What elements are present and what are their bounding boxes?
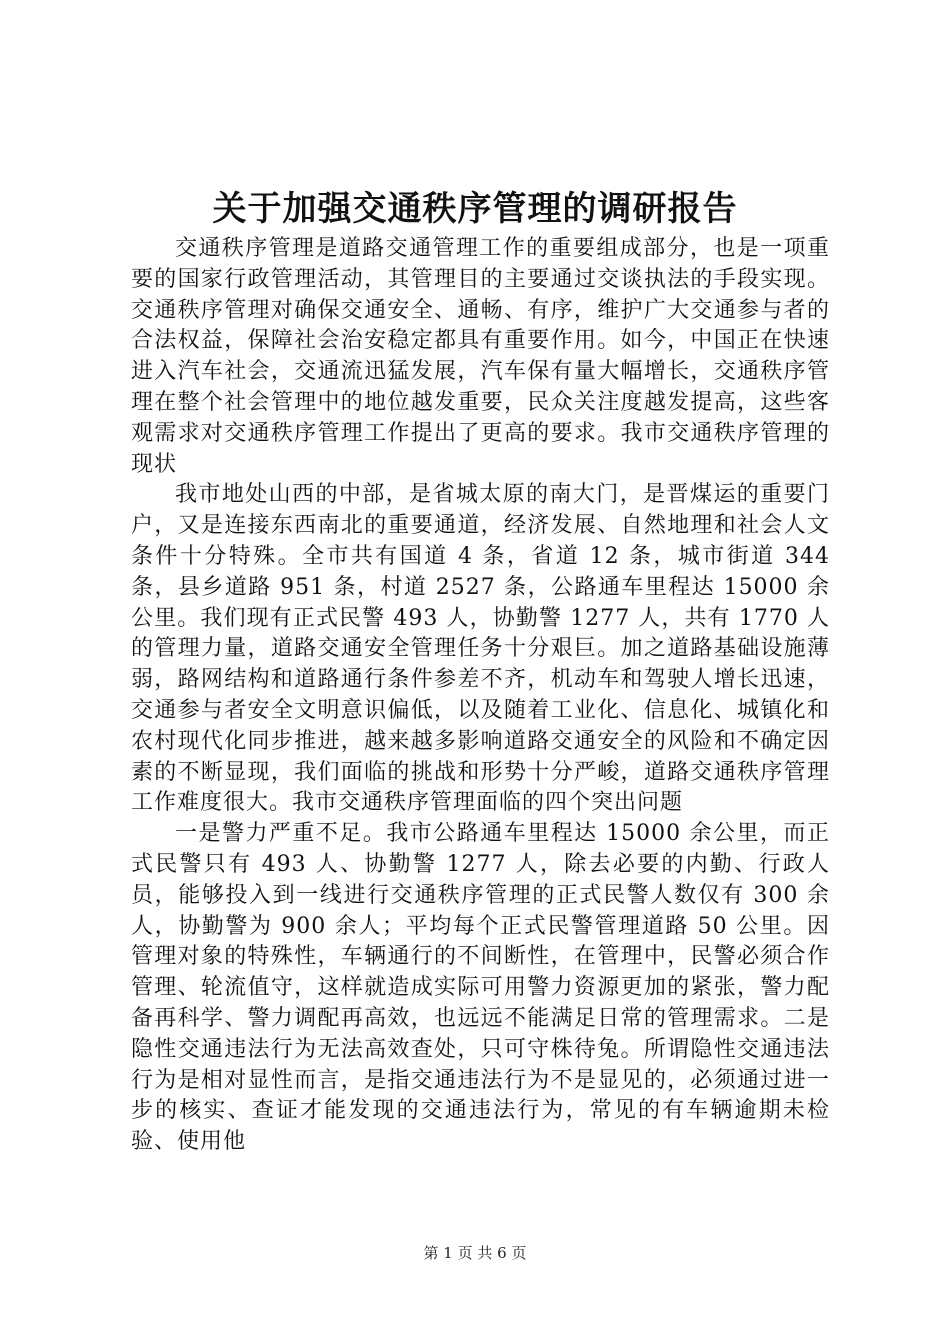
- document-body: [131, 234, 830, 1158]
- document-title: 关于加强交通秩序管理的调研报告: [212, 189, 738, 229]
- page-footer: 第 1 页 共 6 页: [423, 1244, 527, 1262]
- paragraph-problems: 一是警力严重不足。我市公路通车里程达 15000 余公里，而正式民警只有 493 人、协勤警 1277 人，除去必要的内勤、行政人员，能够投入到一线进行交通秩序管理的正式民警人数仅有 300 余人，协勤警为 900 余人；平均每个正式民警管理道路 50 公里。因管理对象的特殊性，车辆通行的不间断性，在管理中，民警必须合作管理、轮流值守，这样就造成实际可用警力资源更加的紧张，警力配备再科学、警力调配再高效，也远远不能满足日常的管理需求。二是隐性交通违法行为无法高效查处，只可守株待兔。所谓隐性交通违法行为是相对显性而言，是指交通违法行为不是显见的，必须通过进一步的核实、查证才能发现的交通违法行为，常见的有车辆逾期未检验、使用他: [131, 821, 830, 1155]
- paragraph-city-overview: 我市地处山西的中部，是省城太原的南大门，是晋煤运的重要门户，又是连接东西南北的重要通道，经济发展、自然地理和社会人文条件十分特殊。全市共有国道 4 条，省道 12 条，城市街道 344 条，县乡道路 951 条，村道 2527 条，公路通车里程达 15000 余公里。我们现有正式民警 493 人，协勤警 1277 人，共有 1770 人的管理力量，道路交通安全管理任务十分艰巨。加之道路基础设施薄弱，路网结构和道路通行条件参差不齐，机动车和驾驶人增长迅速，交通参与者安全文明意识偏低，以及随着工业化、信息化、城镇化和农村现代化同步推进，越来越多影响道路交通安全的风险和不确定因素的不断显现，我们面临的挑战和形势十分严峻，道路交通秩序管理工作难度很大。我市交通秩序管理面临的四个突出问题: [131, 482, 830, 816]
- paragraph-intro: 交通秩序管理是道路交通管理工作的重要组成部分，也是一项重要的国家行政管理活动，其管理目的主要通过交谈执法的手段实现。交通秩序管理对确保交通安全、通畅、有序，维护广大交通参与者的合法权益，保障社会治安稳定都具有重要作用。如今，中国正在快速进入汽车社会，交通流迅猛发展，汽车保有量大幅增长，交通秩序管理在整个社会管理中的地位越发重要，民众关注度越发提高，这些客观需求对交通秩序管理工作提出了更高的要求。我市交通秩序管理的现状: [131, 236, 830, 477]
